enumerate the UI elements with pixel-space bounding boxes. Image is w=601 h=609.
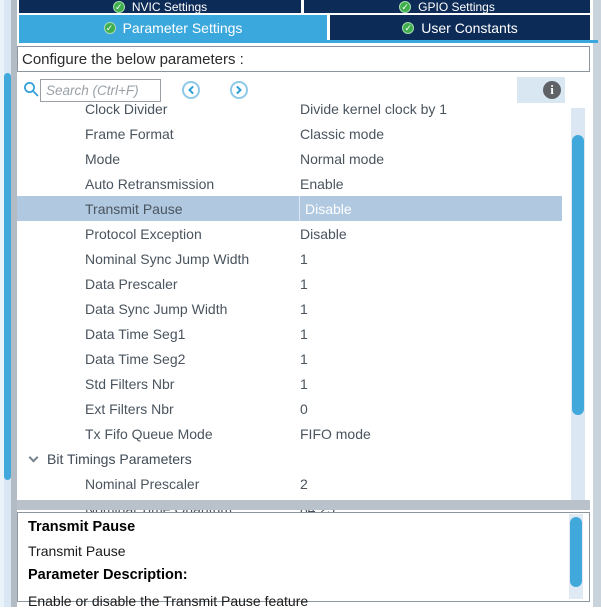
- table-row[interactable]: [17, 171, 562, 196]
- table-row[interactable]: [17, 346, 562, 371]
- check-icon: ✓: [104, 22, 116, 34]
- parameter-name: Protocol Exception: [85, 225, 202, 242]
- parameter-name: Data Prescaler: [85, 275, 178, 292]
- detail-subtitle: Transmit Pause: [28, 543, 126, 559]
- tab-label: Parameter Settings: [122, 19, 243, 36]
- parameter-name: Bit Timings Parameters: [47, 450, 192, 467]
- parameter-name: Nominal Prescaler: [85, 475, 200, 492]
- parameter-name: Std Filters Nbr: [85, 375, 175, 392]
- parameter-value[interactable]: 1: [300, 350, 308, 367]
- configure-label: Configure the below parameters :: [22, 50, 244, 68]
- detail-description-label: Parameter Description:: [28, 567, 188, 583]
- parameter-name: Tx Fifo Queue Mode: [85, 425, 213, 442]
- check-icon: ✓: [402, 22, 414, 34]
- info-icon[interactable]: i: [543, 81, 561, 99]
- parameter-value[interactable]: 1: [300, 300, 308, 317]
- detail-title: Transmit Pause: [28, 519, 136, 535]
- tab-user-constants[interactable]: [330, 15, 590, 40]
- parameter-name: Ext Filters Nbr: [85, 400, 174, 417]
- parameter-value[interactable]: 1: [300, 275, 308, 292]
- table-row[interactable]: [17, 221, 562, 246]
- configure-header: [17, 46, 590, 72]
- check-icon: ✓: [399, 1, 411, 13]
- parameter-name: Auto Retransmission: [85, 175, 215, 192]
- parameter-value[interactable]: Normal mode: [300, 150, 385, 167]
- tab-parameter-settings[interactable]: [19, 15, 327, 40]
- parameter-value[interactable]: 1: [300, 250, 308, 267]
- parameter-rows: [17, 96, 562, 521]
- parameter-value[interactable]: 1: [300, 375, 308, 392]
- parameter-name: Data Sync Jump Width: [85, 300, 228, 317]
- parameter-value[interactable]: Enable: [300, 175, 344, 192]
- active-tab-underline: [19, 40, 598, 43]
- outer-scrollbar-thumb[interactable]: [4, 73, 11, 480]
- tab-label: GPIO Settings: [418, 0, 495, 14]
- table-row[interactable]: [17, 121, 562, 146]
- parameter-value[interactable]: Disable: [299, 196, 352, 221]
- parameter-value[interactable]: 2: [300, 475, 308, 492]
- parameter-value[interactable]: Divide kernel clock by 1: [300, 100, 448, 117]
- parameter-name: Data Time Seg2: [85, 350, 186, 367]
- parameter-name: Frame Format: [85, 125, 174, 142]
- parameter-details-panel: [17, 512, 590, 609]
- list-scrollbar-thumb[interactable]: [572, 135, 584, 415]
- tab-label: User Constants: [421, 19, 518, 36]
- table-row[interactable]: [17, 271, 562, 296]
- table-row[interactable]: [17, 146, 562, 171]
- parameter-value[interactable]: 0: [300, 400, 308, 417]
- parameter-name: Data Time Seg1: [85, 325, 186, 342]
- right-edge-strip: [593, 0, 601, 607]
- parameter-value[interactable]: FIFO mode: [300, 425, 371, 442]
- table-row[interactable]: [17, 371, 562, 396]
- parameter-name: Clock Divider: [85, 100, 168, 117]
- details-scrollbar-thumb[interactable]: [570, 517, 582, 587]
- tab-gpio-settings[interactable]: [304, 0, 590, 13]
- parameter-name: Nominal Sync Jump Width: [85, 250, 250, 267]
- parameter-value[interactable]: Classic mode: [300, 125, 385, 142]
- parameter-value[interactable]: Disable: [300, 225, 347, 242]
- table-row[interactable]: [17, 471, 562, 496]
- section-row[interactable]: [17, 446, 562, 471]
- parameter-value[interactable]: 1: [300, 325, 308, 342]
- parameter-name: Transmit Pause: [85, 200, 183, 217]
- parameter-name: Mode: [85, 150, 121, 167]
- panel-splitter[interactable]: [17, 500, 590, 510]
- detail-description: Enable or disable the Transmit Pause feature: [28, 593, 309, 609]
- tab-nvic-settings[interactable]: [19, 0, 301, 13]
- table-row[interactable]: [17, 421, 562, 446]
- table-row[interactable]: [17, 321, 562, 346]
- table-row[interactable]: [17, 396, 562, 421]
- chevron-left-icon: [188, 86, 196, 94]
- tab-label: NVIC Settings: [131, 0, 208, 14]
- check-icon: ✓: [113, 1, 125, 13]
- chevron-right-icon: [233, 86, 241, 94]
- table-row[interactable]: [17, 296, 562, 321]
- table-row[interactable]: [17, 196, 562, 221]
- parameter-list: [17, 100, 588, 500]
- table-row[interactable]: [17, 96, 562, 121]
- table-row[interactable]: [17, 246, 562, 271]
